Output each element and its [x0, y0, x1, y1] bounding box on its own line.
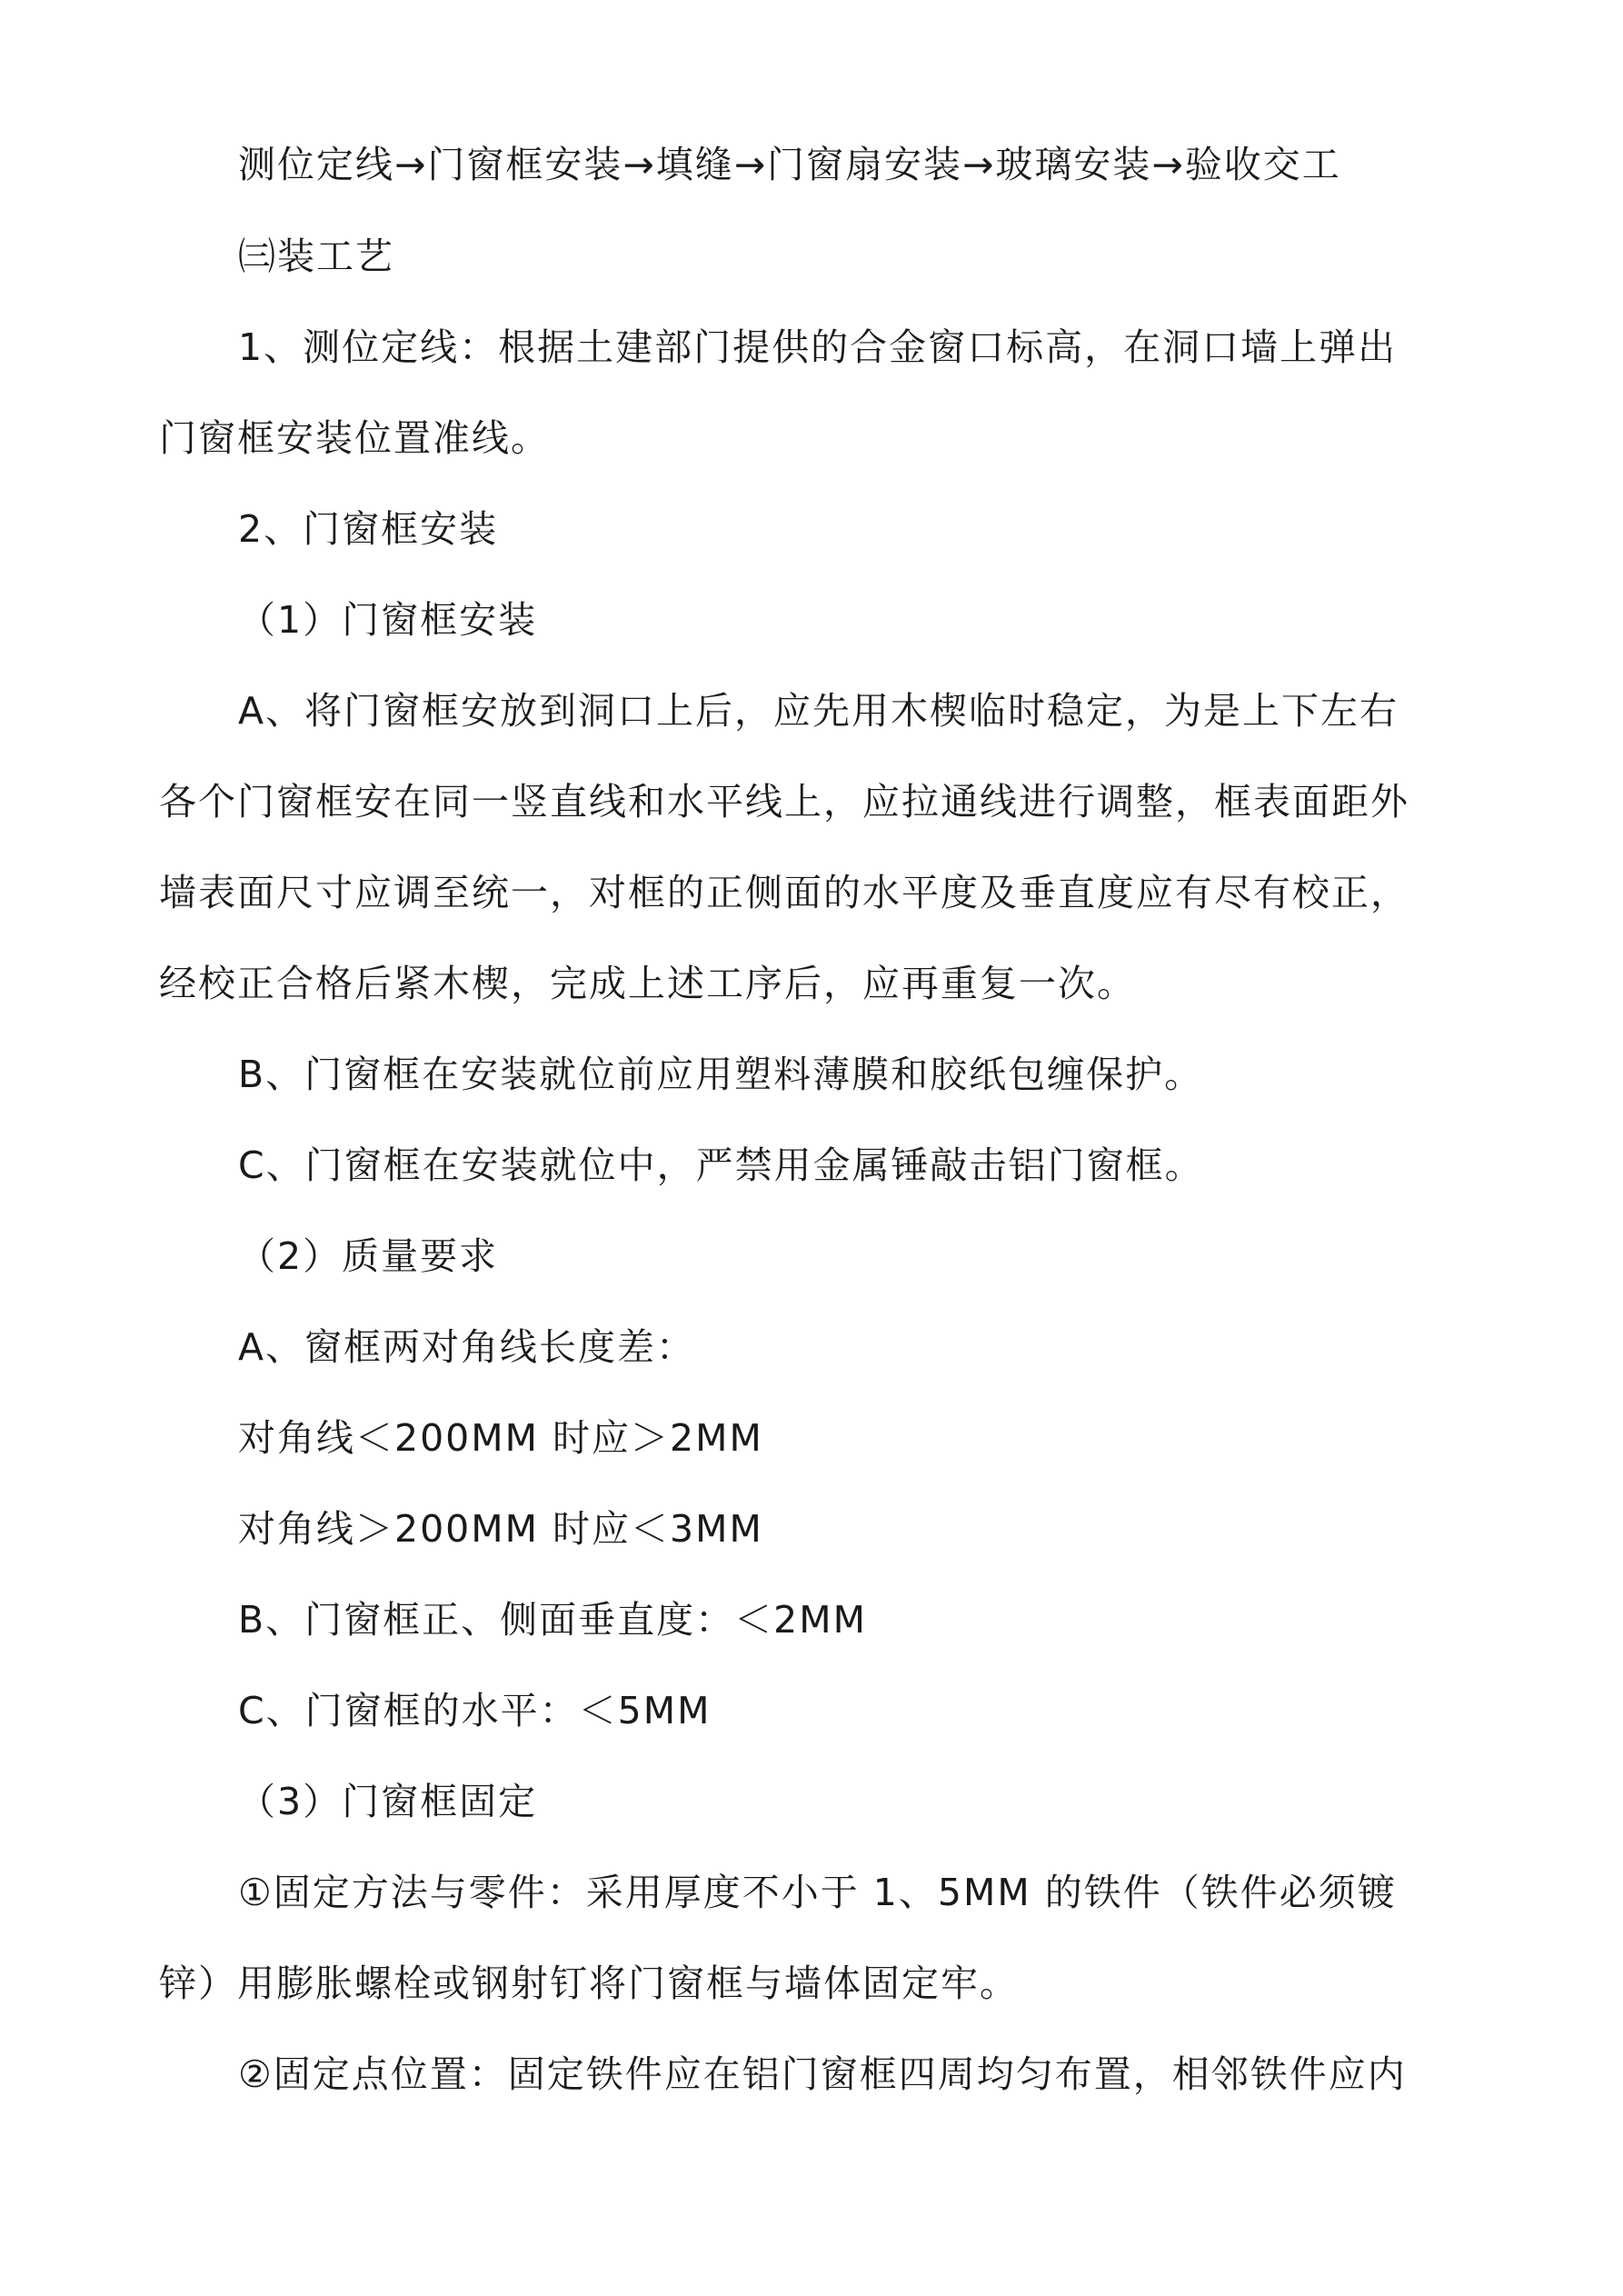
paragraph-item-b: B、门窗框在安装就位前应用塑料薄膜和胶纸包缠保护。: [238, 1053, 1204, 1096]
quality-item-b: B、门窗框正、侧面垂直度：＜2MM: [238, 1598, 867, 1642]
fixing-item-2: ②固定点位置：固定铁件应在铝门窗框四周均匀布置，相邻铁件应内: [238, 2052, 1407, 2096]
section-heading-installation-process: ㈢装工艺: [238, 235, 394, 278]
process-flow-line: 测位定线→门窗框安装→填缝→门窗扇安装→玻璃安装→验收交工: [238, 143, 1341, 186]
paragraph-item-a-cont-1: 各个门窗框安在同一竖直线和水平线上，应拉通线进行调整，框表面距外: [159, 780, 1409, 824]
fixing-item-1-cont: 锌）用膨胀螺栓或钢射钉将门窗框与墙体固定牢。: [159, 1962, 1019, 2005]
paragraph-item-c: C、门窗框在安装就位中，严禁用金属锤敲击铝门窗框。: [238, 1143, 1204, 1187]
heading-frame-installation: 2、门窗框安装: [238, 507, 499, 551]
quality-diagonal-lt-200: 对角线＜200MM 时应＞2MM: [238, 1416, 763, 1460]
quality-item-a: A、窗框两对角线长度差：: [238, 1325, 696, 1369]
paragraph-item-a: A、将门窗框安放到洞口上后，应先用木楔临时稳定，为是上下左右: [238, 689, 1399, 733]
paragraph-item-a-cont-2: 墙表面尺寸应调至统一，对框的正侧面的水平度及垂直度应有尽有校正，: [159, 871, 1409, 914]
subheading-frame-installation: （1）门窗框安装: [238, 598, 538, 642]
paragraph-survey-positioning: 1、测位定线：根据土建部门提供的合金窗口标高，在洞口墙上弹出: [238, 325, 1398, 369]
quality-item-c: C、门窗框的水平：＜5MM: [238, 1689, 712, 1732]
subheading-quality-requirements: （2）质量要求: [238, 1234, 499, 1278]
fixing-item-1: ①固定方法与零件：采用厚度不小于 1、5MM 的铁件（铁件必须镀: [238, 1871, 1397, 1914]
paragraph-item-a-cont-3: 经校正合格后紧木楔，完成上述工序后，应再重复一次。: [159, 962, 1136, 1005]
quality-diagonal-gt-200: 对角线＞200MM 时应＜3MM: [238, 1507, 763, 1551]
paragraph-survey-positioning-cont: 门窗框安装位置准线。: [159, 416, 550, 460]
subheading-frame-fixing: （3）门窗框固定: [238, 1780, 538, 1823]
